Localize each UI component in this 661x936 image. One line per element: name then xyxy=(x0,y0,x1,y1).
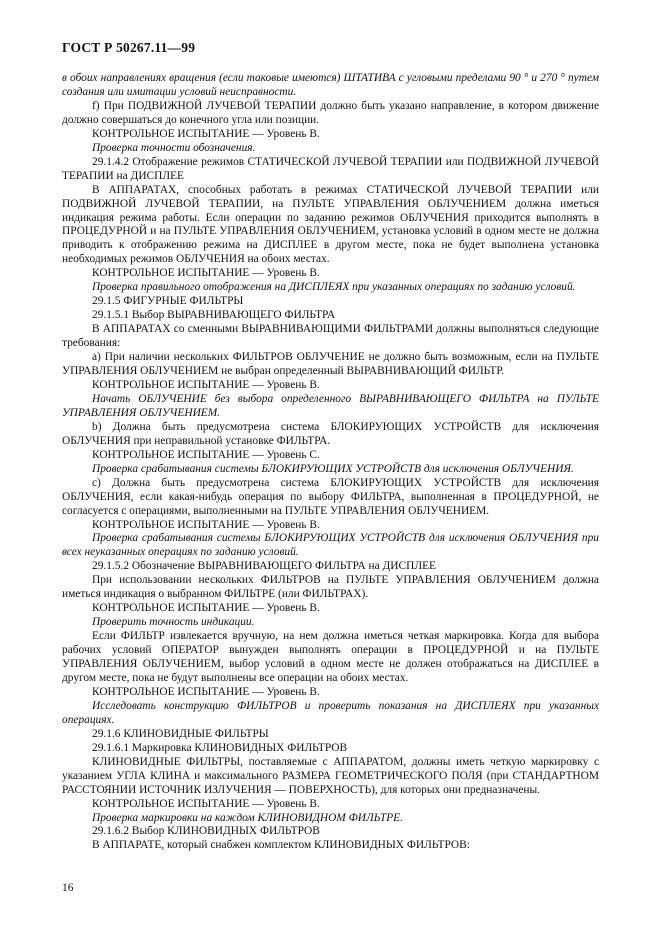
italic-paragraph: Проверка срабатывания системы БЛОКИРУЮЩИХ УСТРОЙСТВ для исключения ОБЛУЧЕНИЯ при всех неуказанных операциях по заданию условий. xyxy=(62,532,599,559)
paragraph: КЛИНОВИДНЫЕ ФИЛЬТРЫ, поставляемые с АППАРАТОМ, должны иметь четкую маркировку с указанием УГЛА КЛИНА и максимального РАЗМЕРА ГЕОМЕТРИЧЕСКОГО ПОЛЯ (при СТАНДАРТНОМ РАССТОЯНИИ ИСТОЧНИК ИЗЛУЧЕНИЯ — ПОВЕРХНОСТЬ), для которых они предназначены. xyxy=(62,755,599,796)
paragraph: 29.1.6.1 Маркировка КЛИНОВИДНЫХ ФИЛЬТРОВ xyxy=(92,741,348,754)
paragraph: В АППАРАТАХ, способных работать в режимах СТАТИЧЕСКОЙ ЛУЧЕВОЙ ТЕРАПИИ или ПОДВИЖНОЙ ЛУЧЕВОЙ ТЕРАПИИ, на ПУЛЬТЕ УПРАВЛЕНИЯ ОБЛУЧЕНИЕМ должна иметься индикация режима работы. Если операции по заданию режимов ОБЛУЧЕНИЯ приходится выполнять в ПРОЦЕДУРНОЙ и на ПУЛЬТЕ УПРАВЛЕНИЯ ОБЛУЧЕНИЕМ, установка условий в одном месте не должна приводить к отображению режима на ДИСПЛЕЕ в другом месте, пока не будет выполнена установка необходимых режимов ОБЛУЧЕНИЯ на обоих местах. xyxy=(62,183,599,266)
paragraph: 29.1.5 ФИГУРНЫЕ ФИЛЬТРЫ xyxy=(92,295,244,308)
page-header: ГОСТ Р 50267.11—99 xyxy=(62,40,196,55)
italic-paragraph: Проверить точность индикации. xyxy=(92,616,255,629)
paragraph: КОНТРОЛЬНОЕ ИСПЫТАНИЕ — Уровень В. xyxy=(92,685,320,698)
paragraph: При использовании нескольких ФИЛЬТРОВ на ПУЛЬТЕ УПРАВЛЕНИЯ ОБЛУЧЕНИЕМ должна иметься индикация о выбранном ФИЛЬТРЕ (или ФИЛЬТРАХ). xyxy=(62,574,599,601)
paragraph: КОНТРОЛЬНОЕ ИСПЫТАНИЕ — Уровень В. xyxy=(92,127,320,140)
paragraph: КОНТРОЛЬНОЕ ИСПЫТАНИЕ — Уровень В. xyxy=(92,378,320,391)
paragraph: КОНТРОЛЬНОЕ ИСПЫТАНИЕ — Уровень В. xyxy=(92,518,320,531)
paragraph: c) Должна быть предусмотрена система БЛОКИРУЮЩИХ УСТРОЙСТВ для исключения ОБЛУЧЕНИЯ, если какая-нибудь операция по выбору ФИЛЬТРА, выполненная в ПРОЦЕДУРНОЙ, не согласуется с операциями, выполненными на ПУЛЬТЕ УПРАВЛЕНИЯ ОБЛУЧЕНИЕМ. xyxy=(62,476,599,517)
paragraph: 29.1.5.1 Выбор ВЫРАВНИВАЮЩЕГО ФИЛЬТРА xyxy=(92,309,336,322)
paragraph: Если ФИЛЬТР извлекается вручную, на нем должна иметься четкая маркировка. Когда для выбора рабочих условий ОПЕРАТОР вынужден выполнять операции в ПРОЦЕДУРНОЙ и на ПУЛЬТЕ УПРАВЛЕНИЯ ОБЛУЧЕНИЕМ, выбор условий в одном месте не должен отображаться на ДИСПЛЕЕ в другом месте, пока не будут выполнены все операции на обоих местах. xyxy=(62,630,599,684)
page-number: 16 xyxy=(62,882,74,894)
paragraph: 29.1.6 КЛИНОВИДНЫЕ ФИЛЬТРЫ xyxy=(92,727,269,740)
italic-paragraph: Проверка точности обозначения. xyxy=(92,141,256,154)
paragraph: КОНТРОЛЬНОЕ ИСПЫТАНИЕ — Уровень С. xyxy=(92,448,320,461)
paragraph: В АППАРАТЕ, который снабжен комплектом КЛИНОВИДНЫХ ФИЛЬТРОВ: xyxy=(92,839,470,852)
paragraph: b) Должна быть предусмотрена система БЛОКИРУЮЩИХ УСТРОЙСТВ для исключения ОБЛУЧЕНИЯ при неправильной установке ФИЛЬТРА. xyxy=(62,420,599,447)
paragraph: КОНТРОЛЬНОЕ ИСПЫТАНИЕ — Уровень В. xyxy=(92,797,320,810)
paragraph: В АППАРАТАХ со сменными ВЫРАВНИВАЮЩИМИ ФИЛЬТРАМИ должны выполняться следующие требования: xyxy=(62,323,599,350)
italic-paragraph: Проверка срабатывания системы БЛОКИРУЮЩИХ УСТРОЙСТВ для исключения ОБЛУЧЕНИЯ. xyxy=(92,462,574,475)
paragraph: 29.1.6.2 Выбор КЛИНОВИДНЫХ ФИЛЬТРОВ xyxy=(92,825,320,838)
italic-paragraph: Исследовать конструкцию ФИЛЬТРОВ и проверить показания на ДИСПЛЕЯХ при указанных операциях. xyxy=(62,699,599,726)
italic-paragraph: Проверка правильного отображения на ДИСПЛЕЯХ при указанных операциях по заданию условий. xyxy=(92,281,576,294)
paragraph: КОНТРОЛЬНОЕ ИСПЫТАНИЕ — Уровень В. xyxy=(92,267,320,280)
italic-paragraph: Начать ОБЛУЧЕНИЕ без выбора определенного ВЫРАВНИВАЮЩЕГО ФИЛЬТРА на ПУЛЬТЕ УПРАВЛЕНИЯ ОБЛУЧЕНИЕМ. xyxy=(62,392,599,419)
paragraph: f) При ПОДВИЖНОЙ ЛУЧЕВОЙ ТЕРАПИИ должно быть указано направление, в котором движение должно совершаться до конечного угла или позиции. xyxy=(62,99,599,126)
paragraph: 29.1.5.2 Обозначение ВЫРАВНИВАЮЩЕГО ФИЛЬТРА на ДИСПЛЕЕ xyxy=(92,560,436,573)
paragraph: КОНТРОЛЬНОЕ ИСПЫТАНИЕ — Уровень В. xyxy=(92,602,320,615)
italic-paragraph: в обоих направлениях вращения (если таковые имеются) ШТАТИВА с угловыми пределами 90 ° и 270 ° путем создания или имитации условий неисправности. xyxy=(62,72,599,98)
page-body xyxy=(62,72,599,853)
paragraph: 29.1.4.2 Отображение режимов СТАТИЧЕСКОЙ ЛУЧЕВОЙ ТЕРАПИИ или ПОДВИЖНОЙ ЛУЧЕВОЙ ТЕРАПИИ на ДИСПЛЕЕ xyxy=(62,155,599,182)
paragraph: a) При наличии нескольких ФИЛЬТРОВ ОБЛУЧЕНИЕ не должно быть возможным, если на ПУЛЬТЕ УПРАВЛЕНИЯ ОБЛУЧЕНИЕМ не выбран определенный ВЫРАВНИВАЮЩИЙ ФИЛЬТР. xyxy=(62,351,599,378)
italic-paragraph: Проверка маркировки на каждом КЛИНОВИДНОМ ФИЛЬТРЕ. xyxy=(92,811,403,824)
